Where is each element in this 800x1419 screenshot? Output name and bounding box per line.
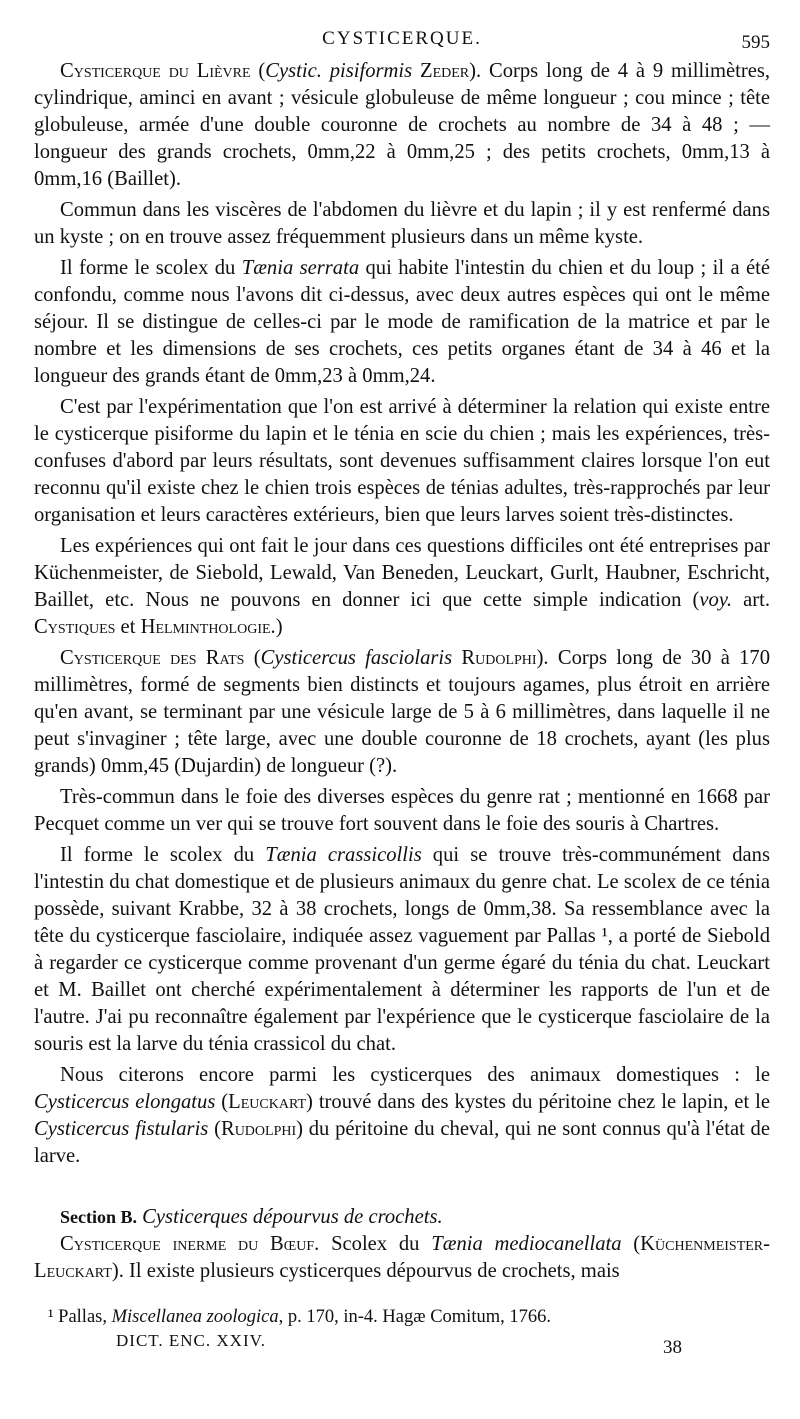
italic-text: voy. <box>699 589 732 611</box>
text-run: art. <box>731 589 770 611</box>
text-run: ). Corps long de 4 à 9 millimètres, cylindrique, aminci en avant ; vésicule globuleuse de même longueur ; cou mince ; tête globuleuse, armée d'une double couronne de crochets au nombre de 34 à 48 ; — longueur des grands crochets, 0mm,22 à 0mm,25 ; des petits crochets, 0mm,13 à 0mm,16 (Baillet). <box>34 60 770 190</box>
text-run: Commun dans les viscères de l'abdomen du lièvre et du lapin ; il y est renfermé dans un kyste ; on en trouve assez fréquemment plusieurs dans un même kyste. <box>34 199 770 248</box>
small-caps-text: Rudolphi <box>461 647 537 669</box>
small-caps-text: Cysticerque inerme du Bœuf <box>60 1233 315 1255</box>
text-run <box>412 60 420 82</box>
paragraph <box>34 197 770 251</box>
text-run: ). Il existe plusieurs cysticerques dépourvus de crochets, mais <box>111 1260 620 1282</box>
page-footer <box>34 1331 770 1361</box>
text-run <box>452 647 461 669</box>
text-run: Nous citerons encore parmi les cysticerques des animaux domestiques : le <box>60 1064 770 1086</box>
small-caps-text: Cysticerque du Lièvre <box>60 60 251 82</box>
text-run: Il forme le scolex du <box>60 844 266 866</box>
section-label: Section B. <box>60 1207 138 1227</box>
text-run: C'est par l'expérimentation que l'on est arrivé à déterminer la relation qui existe entre le cysticerque pisiforme du lapin et le ténia en scie du chien ; mais les expériences, très-confuses d'abord par leurs résultats, sont devenues suffisamment claires lorsque l'on eut reconnu qu'il existe chez le chien trois espèces de ténias adultes, très-rapprochés par leur organisation et leurs caractères extérieurs, bien que leurs larves soient très-distinctes. <box>34 396 770 526</box>
article-body <box>34 58 770 1170</box>
text-run: ( <box>208 1118 221 1140</box>
text-run: ( <box>621 1233 641 1255</box>
text-run: ( <box>215 1091 229 1113</box>
small-caps-text: Helminthologie <box>140 616 271 638</box>
small-caps-text: Leuckart <box>228 1091 307 1113</box>
paragraph <box>34 784 770 838</box>
italic-text: Cysticercus fistularis <box>34 1118 209 1140</box>
text-run: , p. 170, in-4. Hagæ Comitum, 1766. <box>278 1307 551 1327</box>
paragraph <box>34 394 770 529</box>
section-heading <box>34 1204 770 1231</box>
small-caps-text: Küchenmeister-Leuckart <box>34 1233 770 1282</box>
section-title: Cysticerques dépourvus de crochets. <box>142 1206 443 1228</box>
paragraph <box>34 645 770 780</box>
italic-text: Miscellanea zoologica <box>111 1307 279 1327</box>
text-run: ( <box>250 60 266 82</box>
text-run: Très-commun dans le foie des diverses espèces du genre rat ; mentionné en 1668 par Pecquet comme un ver qui se trouve fort souvent dans le foie des souris à Chartres. <box>34 786 770 835</box>
text-run: .) <box>270 616 283 638</box>
italic-text: Cysticercus fasciolaris <box>260 647 453 669</box>
italic-text: Tænia serrata <box>241 257 360 279</box>
paragraph <box>34 842 770 1058</box>
paragraph <box>34 1062 770 1170</box>
page-number: 595 <box>741 32 770 53</box>
small-caps-text: Zeder <box>420 60 470 82</box>
text-run: ) du péritoine du cheval, qui ne sont connus qu'à l'état de larve. <box>34 1118 770 1167</box>
small-caps-text: Rudolphi <box>220 1118 297 1140</box>
text-run: ( <box>244 647 261 669</box>
italic-text: Cysticercus elongatus <box>34 1091 216 1113</box>
text-run: Il forme le scolex du <box>60 257 242 279</box>
footnote <box>34 1305 770 1329</box>
paragraph <box>34 255 770 390</box>
italic-text: Cystic. pisiformis <box>265 60 413 82</box>
text-run: Les expériences qui ont fait le jour dans ces questions difficiles ont été entreprises par Küchenmeister, de Siebold, Lewald, Van Beneden, Leuckart, Gurlt, Haubner, Eschricht, Baillet, etc. Nous ne pouvons en donner ici que cette simple indication ( <box>34 535 770 611</box>
section-paragraph <box>34 1231 770 1285</box>
italic-text: Tænia crassicollis <box>265 844 422 866</box>
paragraph <box>34 58 770 193</box>
text-run: . Scolex du <box>314 1233 432 1255</box>
italic-text: Tænia mediocanellata <box>431 1233 622 1255</box>
text-run: ). Corps long de 30 à 170 millimètres, formé de segments bien distincts et toujours agames, plus étroit en arrière qu'en avant, se terminant par une vésicule large de 5 à 6 millimètres, dans laquelle il ne peut s'invaginer ; tête large, avec une double couronne de 18 crochets, ayant (les plus grands) 0mm,45 (Dujardin) de longueur (?). <box>34 647 770 777</box>
small-caps-text: Cystiques <box>34 616 116 638</box>
text-run: ¹ Pallas, <box>48 1307 112 1327</box>
signature-mark: DICT. ENC. XXIV. <box>116 1331 266 1350</box>
sheet-number: 38 <box>663 1337 682 1358</box>
paragraph <box>34 533 770 641</box>
text-run: ) trouvé dans des kystes du péritoine chez le lapin, et le <box>306 1091 770 1113</box>
running-head <box>34 28 770 58</box>
small-caps-text: Cysticerque des Rats <box>60 647 245 669</box>
text-run: qui habite l'intestin du chien et du loup ; il a été confondu, comme nous l'avons dit ci-dessus, avec deux autres espèces qui ont le même séjour. Il se distingue de celles-ci par le mode de ramification de la matrice et par le nombre et les dimensions de ses crochets, ces petits organes étant de 34 à 46 et la longueur des grands étant de 0mm,23 à 0mm,24. <box>34 257 770 387</box>
running-title: CYSTICERQUE. <box>322 28 482 49</box>
text-run: et <box>115 616 141 638</box>
text-run: qui se trouve très-communément dans l'intestin du chat domestique et de plusieurs animaux du genre chat. Le scolex de ce ténia possède, suivant Krabbe, 32 à 38 crochets, longs de 0mm,38. Sa ressemblance avec la tête du cysticerque fasciolaire, indiquée assez vaguement par Pallas ¹, a porté de Siebold à regarder ce cysticerque comme provenant d'un germe égaré du ténia du chat. Leuckart et M. Baillet ont cherché expérimentalement à déterminer les rapports de l'un et de l'autre. J'ai pu reconnaître également par l'expérience que le cysticerque fasciolaire de la souris est la larve du ténia crassicol du chat. <box>34 844 770 1055</box>
page <box>34 28 770 1361</box>
